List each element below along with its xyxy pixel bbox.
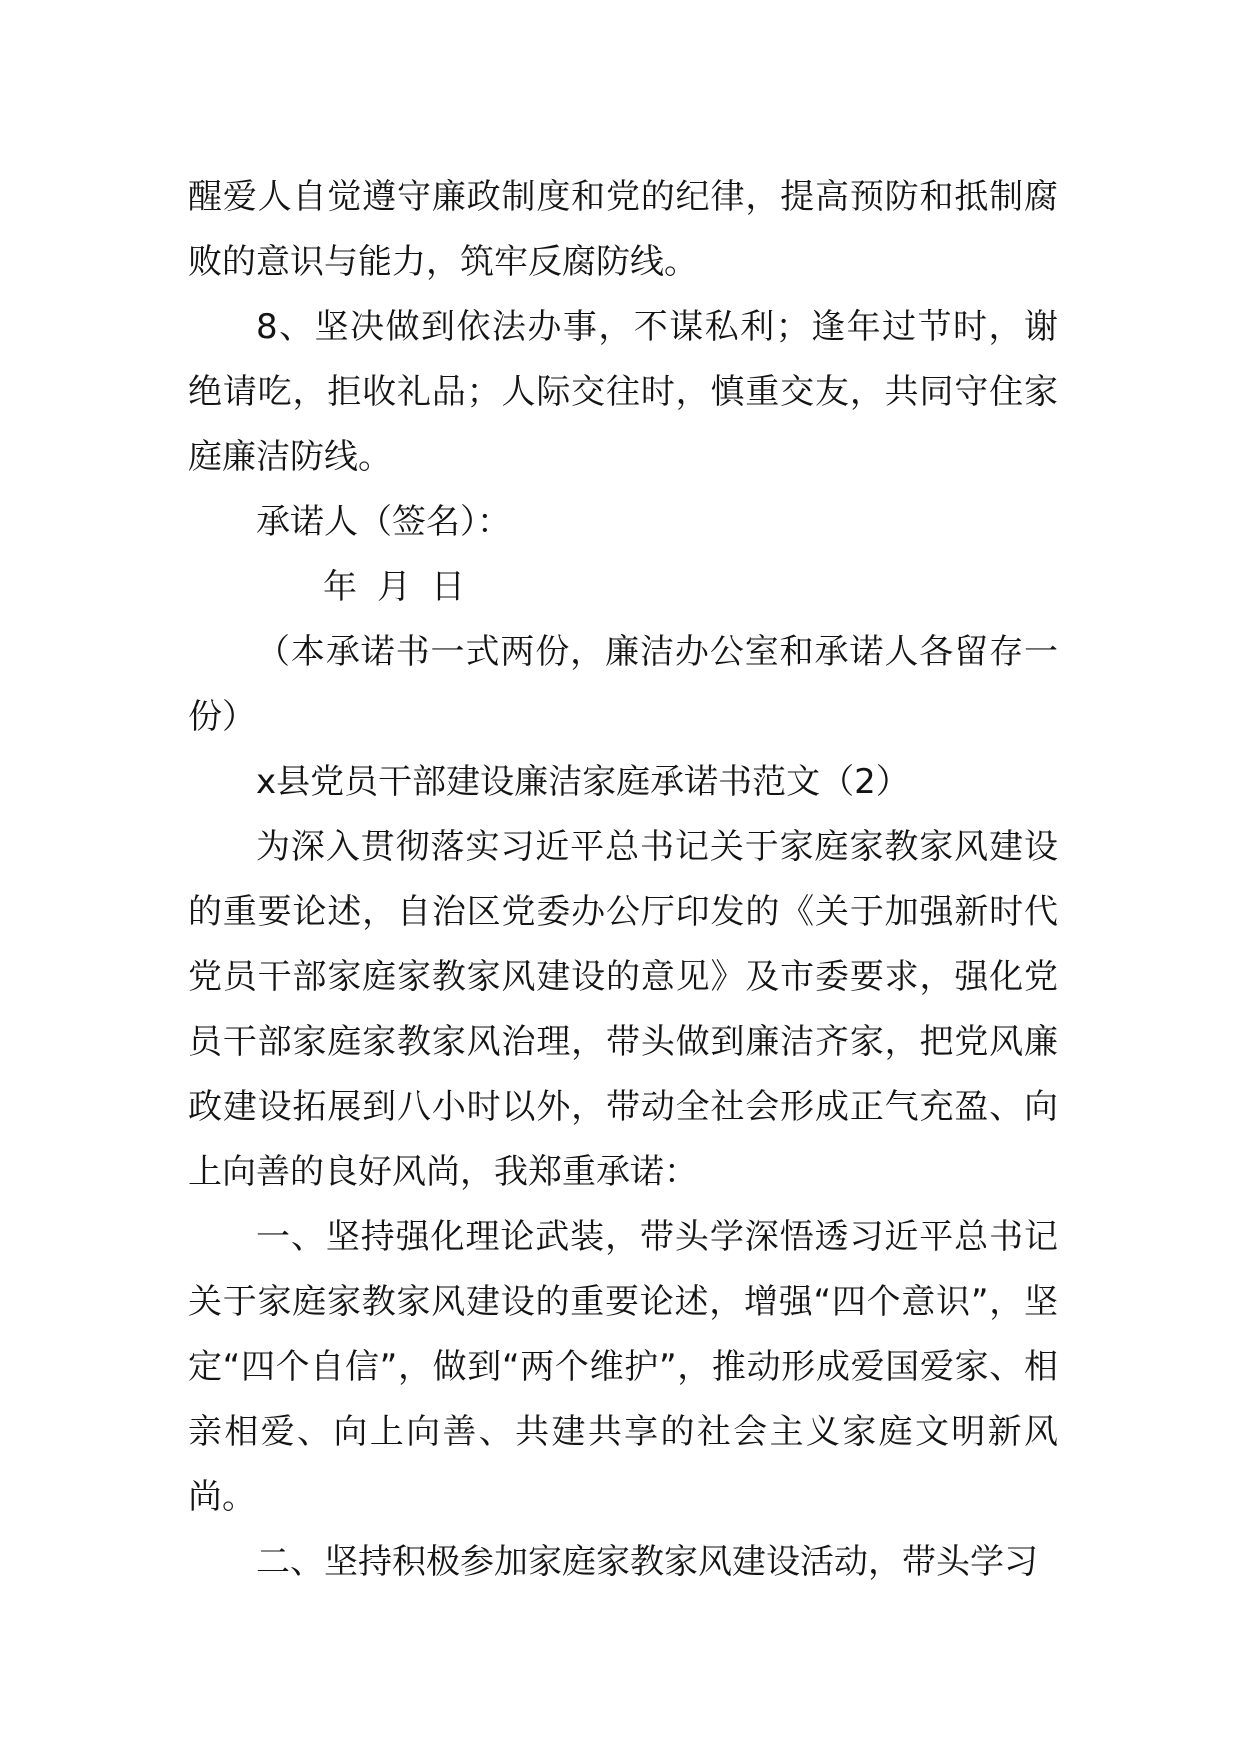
date-line — [188, 555, 1058, 620]
paragraph-item-one: 一、坚持强化理论武装，带头学深悟透习近平总书记关于家庭家教家风建设的重要论述，增强“四个意识”，坚定“四个自信”，做到“两个维护”，推动形成爱国爱家、相亲相爱、向上向善、共建共享的社会主义家庭文明新风尚。 — [188, 1217, 1058, 1517]
paragraph-item-8: 8、坚决做到依法办事，不谋私利；逢年过节时，谢绝请吃，拒收礼品；人际交往时，慎重交友，共同守住家庭廉洁防线。 — [188, 307, 1058, 477]
paragraph-note: （本承诺书一式两份，廉洁办公室和承诺人各留存一份） — [188, 632, 1058, 737]
date-month: 月 — [377, 567, 411, 607]
paragraph-item-two: 二、坚持积极参加家庭家教家风建设活动，带头学习 — [256, 1542, 1038, 1582]
date-year: 年 — [323, 567, 357, 607]
document-page — [188, 165, 1058, 1595]
signature-line: 承诺人（签名）： — [256, 502, 511, 542]
paragraph-intro: 为深入贯彻落实习近平总书记关于家庭家教家风建设的重要论述，自治区党委办公厅印发的《关于加强新时代党员干部家庭家教家风建设的意见》及市委要求，强化党员干部家庭家教家风治理，带头做到廉洁齐家，把党风廉政建设拓展到八小时以外，带动全社会形成正气充盈、向上向善的良好风尚，我郑重承诺： — [188, 827, 1058, 1192]
date-day: 日 — [431, 567, 465, 607]
paragraph-continuation: 醒爱人自觉遵守廉政制度和党的纪律，提高预防和抵制腐败的意识与能力，筑牢反腐防线。 — [188, 177, 1058, 282]
section-title: x县党员干部建设廉洁家庭承诺书范文（2） — [256, 762, 910, 802]
